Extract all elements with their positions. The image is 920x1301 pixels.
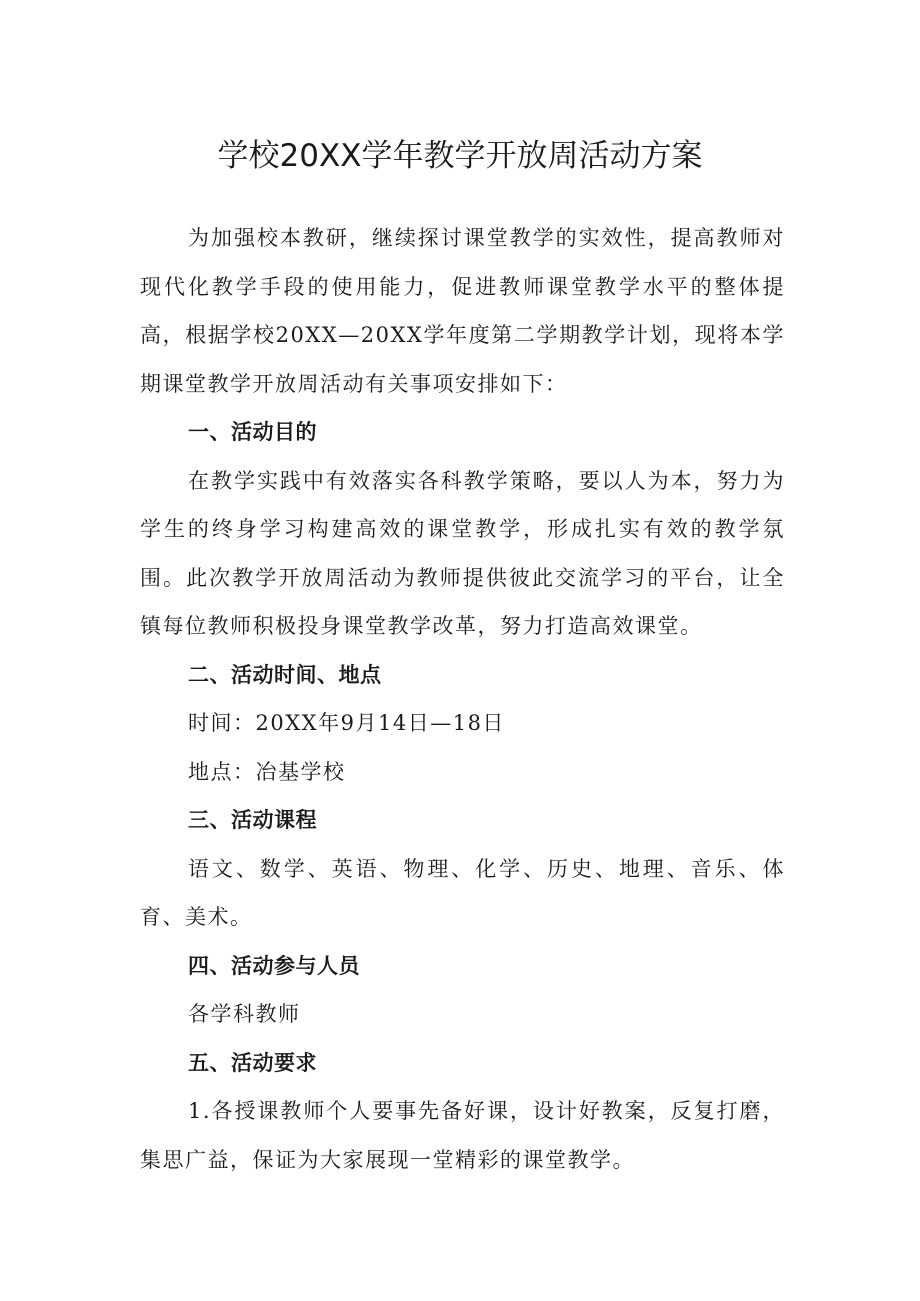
activity-time: 时间：20XX年9月14日—18日 (188, 711, 505, 735)
section-heading-purpose: 一、活动目的 (188, 420, 317, 444)
section-heading-requirements: 五、活动要求 (188, 1050, 317, 1075)
purpose-paragraph: 在教学实践中有效落实各科教学策略，要以人为本，努力为学生的终身学习构建高效的课堂教学，形成扎实有效的教学氛围。此次教学开放周活动为教师提供彼此交流学习的平台，让全镇每位教师积极投身课堂教学改革，努力打造高效课堂。 (140, 468, 785, 638)
document-title: 学校20XX学年教学开放周活动方案 (217, 138, 703, 174)
activity-place: 地点：冶基学校 (188, 759, 346, 784)
intro-paragraph: 为加强校本教研，继续探讨课堂教学的实效性，提高教师对现代化教学手段的使用能力，促进教师课堂教学水平的整体提高，根据学校20XX—20XX学年度第二学期教学计划，现将本学期课堂教学开放周活动有关事项安排如下： (140, 226, 785, 396)
section-heading-participants: 四、活动参与人员 (188, 953, 360, 978)
requirements-paragraph-1: 1.各授课教师个人要事先备好课，设计好教案，反复打磨，集思广益，保证为大家展现一堂精彩的课堂教学。 (140, 1099, 785, 1172)
document-body (140, 214, 785, 1184)
section-heading-courses: 三、活动课程 (188, 808, 317, 832)
courses-paragraph: 语文、数学、英语、物理、化学、历史、地理、音乐、体育、美术。 (140, 856, 785, 929)
section-heading-time-place: 二、活动时间、地点 (188, 662, 382, 687)
participants-paragraph: 各学科教师 (188, 1002, 301, 1026)
